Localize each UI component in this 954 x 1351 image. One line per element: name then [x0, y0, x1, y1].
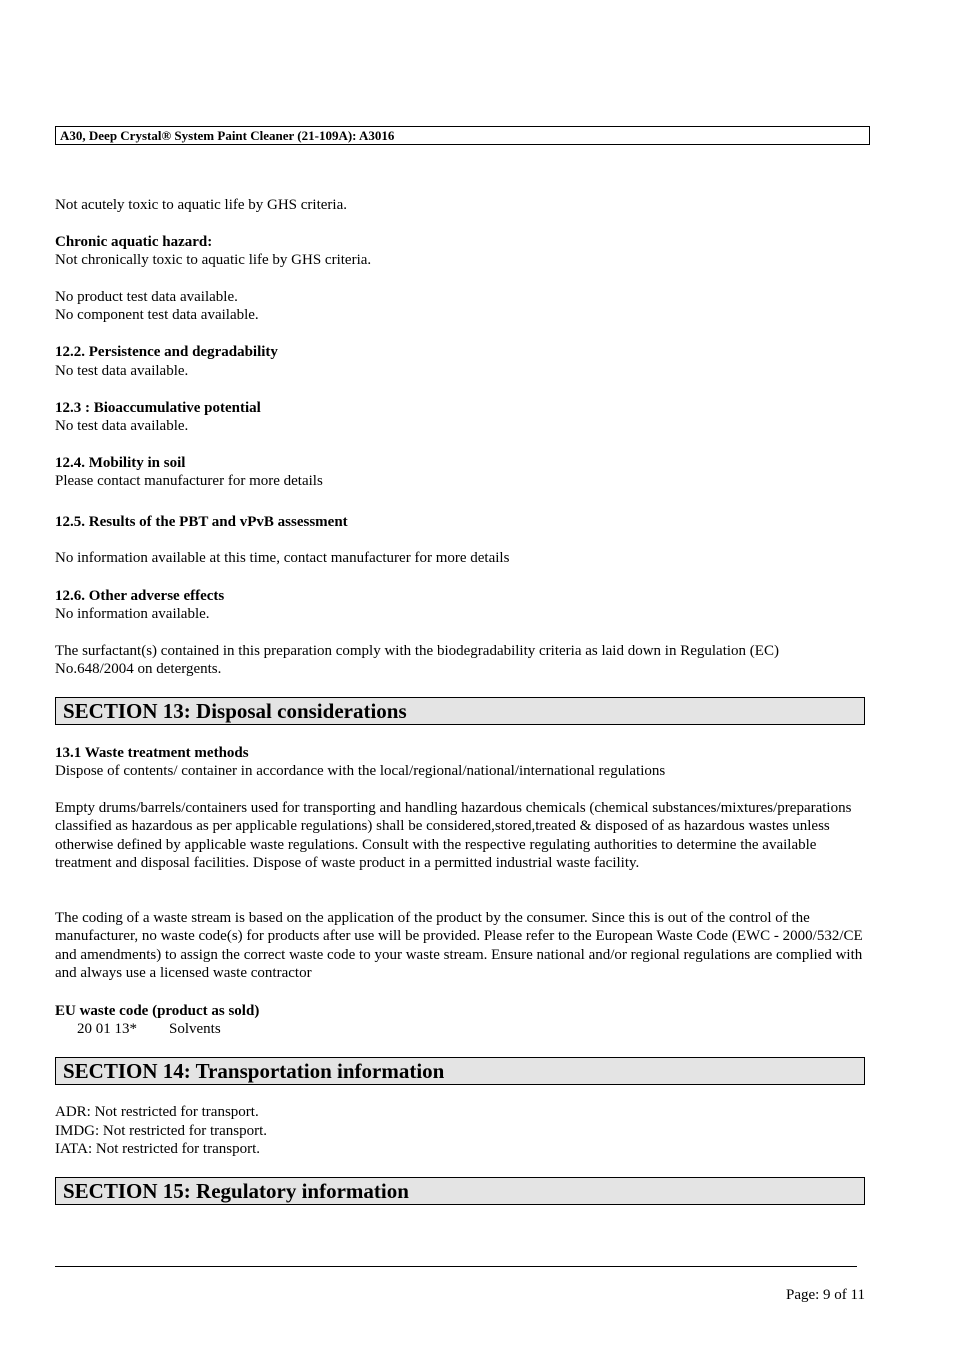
page-number: Page: 9 of 11: [785, 1287, 865, 1303]
iata-text: IATA: Not restricted for transport.: [55, 1141, 260, 1157]
mobility-text: Please contact manufacturer for more details: [55, 473, 323, 489]
surfactant-paragraph: The surfactant(s) contained in this preparation comply with the biodegradability criteria as laid down in Regulation (EC) No.648/2004 on detergents.: [55, 643, 779, 678]
chronic-hazard-text: Not chronically toxic to aquatic life by GHS criteria.: [55, 252, 372, 268]
section-13-title: SECTION 13: Disposal considerations: [55, 697, 865, 725]
waste-treatment-heading: 13.1 Waste treatment methods: [55, 745, 249, 761]
pbt-heading: 12.5. Results of the PBT and vPvB assessment: [55, 514, 348, 530]
eu-waste-code-value: 20 01 13*: [77, 1021, 137, 1037]
other-effects-heading: 12.6. Other adverse effects: [55, 588, 225, 604]
no-component-data-text: No component test data available.: [55, 307, 259, 323]
section-15-title: SECTION 15: Regulatory information: [55, 1177, 865, 1205]
no-product-data-text: No product test data available.: [55, 289, 238, 305]
eu-waste-code-description: Solvents: [169, 1021, 221, 1037]
mobility-heading: 12.4. Mobility in soil: [55, 455, 186, 471]
footer-divider: [55, 1266, 857, 1267]
adr-text: ADR: Not restricted for transport.: [55, 1104, 259, 1120]
persistence-text: No test data available.: [55, 363, 189, 379]
other-effects-text: No information available.: [55, 606, 210, 622]
pbt-text: No information available at this time, contact manufacturer for more details: [55, 550, 510, 566]
acute-toxicity-text: Not acutely toxic to aquatic life by GHS criteria.: [55, 197, 347, 213]
section-14-title: SECTION 14: Transportation information: [55, 1057, 865, 1085]
empty-drums-paragraph: Empty drums/barrels/containers used for transporting and handling hazardous chemicals (chemical substances/mixtures/preparations classified as hazardous as per applicable regulations) shall be considered,stored,treated & disposed of as hazardous wastes unless otherwise defined by applicable waste regulations. Consult with the respective regulating authorities to determine the available treatment and disposal facilities. Dispose of waste product in a permitted industrial waste facility.: [55, 800, 852, 871]
waste-treatment-text: Dispose of contents/ container in accordance with the local/regional/national/international regulations: [55, 763, 666, 779]
waste-coding-paragraph: The coding of a waste stream is based on the application of the product by the consumer. Since this is out of the control of the manufacturer, no waste code(s) for products after use will be provided. Please refer to the European Waste Code (EWC - 2000/532/CE and amendments) to assign the correct waste code to your waste stream. Ensure national and/or regional regulations are complied with and always use a licensed waste contractor: [55, 910, 863, 981]
chronic-hazard-heading: Chronic aquatic hazard:: [55, 234, 213, 250]
persistence-heading: 12.2. Persistence and degradability: [55, 344, 278, 360]
imdg-text: IMDG: Not restricted for transport.: [55, 1123, 268, 1139]
document-header-title: A30, Deep Crystal® System Paint Cleaner (21-109A): A3016: [55, 126, 870, 145]
bioaccumulative-text: No test data available.: [55, 418, 189, 434]
bioaccumulative-heading: 12.3 : Bioaccumulative potential: [55, 400, 261, 416]
eu-waste-code-heading: EU waste code (product as sold): [55, 1003, 260, 1019]
